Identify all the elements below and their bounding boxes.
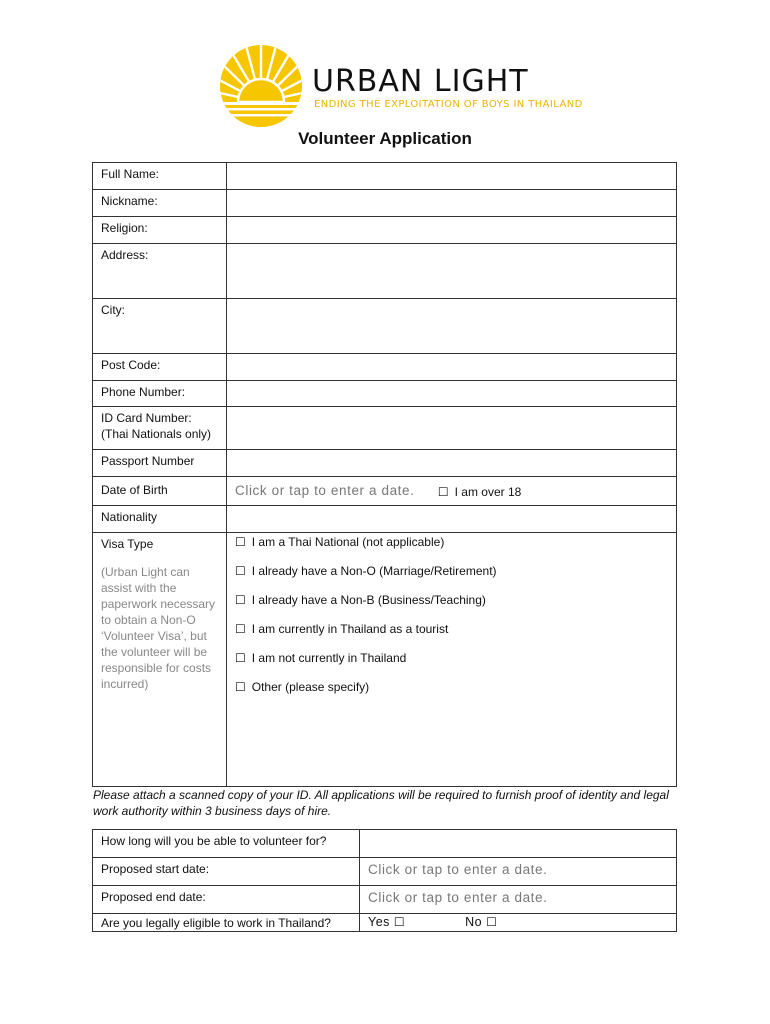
nationality-label: Nationality (101, 510, 158, 524)
checkbox-icon[interactable]: ☐ (235, 680, 246, 694)
urban-light-logo (216, 44, 583, 128)
visa-type-label: Visa Type (101, 537, 154, 551)
religion-label: Religion: (101, 221, 148, 235)
checkbox-icon[interactable]: ☐ (235, 564, 246, 578)
eligibility-options (360, 914, 676, 929)
dob-label: Date of Birth (101, 483, 168, 497)
over-18-label: I am over 18 (454, 485, 522, 499)
passport-label: Passport Number (101, 454, 195, 468)
yes-option[interactable] (368, 915, 411, 929)
checkbox-icon[interactable]: ☐ (235, 593, 246, 607)
address-label: Address: (101, 248, 149, 262)
id-card-note: (Thai Nationals only) (101, 427, 212, 441)
table-row (93, 533, 677, 787)
checkbox-icon[interactable]: ☐ (437, 485, 449, 499)
visa-option-label: Other (please specify) (251, 680, 370, 694)
religion-field[interactable] (227, 217, 677, 244)
passport-field[interactable] (227, 450, 677, 477)
yes-label: Yes (368, 915, 390, 929)
full-name-label: Full Name: (101, 167, 160, 181)
id-attachment-note: Please attach a scanned copy of your ID. All applications will be required to furnish proof of identity and legal work authority within 3 business days of hire. (93, 788, 669, 818)
table-row (93, 299, 677, 354)
phone-field[interactable] (227, 381, 677, 407)
end-date-picker[interactable]: Click or tap to enter a date. (368, 890, 548, 905)
eligible-label: Are you legally eligible to work in Thailand? (101, 916, 331, 930)
visa-note: (Urban Light can assist with the paperwork necessary to obtain a Non-O ‘Volunteer Visa’, but the volunteer will be responsible for costs incurred) (101, 565, 216, 691)
table-row (93, 354, 677, 381)
personal-details-table (92, 162, 677, 787)
checkbox-icon[interactable]: ☐ (235, 535, 246, 549)
post-code-label: Post Code: (101, 358, 161, 372)
address-field[interactable] (227, 244, 677, 299)
sun-logo-icon (216, 44, 306, 128)
table-row (93, 477, 677, 506)
table-row (93, 217, 677, 244)
nickname-label: Nickname: (101, 194, 158, 208)
logo-name: URBAN LIGHT (312, 64, 529, 99)
how-long-field[interactable] (360, 830, 677, 858)
phone-label: Phone Number: (101, 385, 186, 399)
table-row (93, 163, 677, 190)
post-code-field[interactable] (227, 354, 677, 381)
no-option[interactable] (465, 915, 503, 929)
visa-option[interactable] (235, 622, 668, 651)
table-row (93, 858, 677, 886)
end-date-label: Proposed end date: (101, 890, 206, 904)
visa-option-label: I already have a Non-O (Marriage/Retirement) (251, 564, 497, 578)
checkbox-icon[interactable]: ☐ (235, 622, 246, 636)
checkbox-icon[interactable]: ☐ (486, 915, 498, 929)
table-row (93, 407, 677, 450)
city-field[interactable] (227, 299, 677, 354)
visa-option[interactable] (235, 651, 668, 680)
visa-option-label: I am not currently in Thailand (251, 651, 407, 665)
how-long-label: How long will you be able to volunteer for? (101, 834, 327, 848)
table-row (93, 886, 677, 914)
logo-tagline: ENDING THE EXPLOITATION OF BOYS IN THAILAND (314, 99, 583, 110)
over-18-option[interactable] (438, 485, 521, 499)
visa-option-label: I already have a Non-B (Business/Teaching) (251, 593, 486, 607)
table-row (93, 506, 677, 533)
table-row (93, 830, 677, 858)
no-label: No (465, 915, 483, 929)
table-row (93, 914, 677, 932)
table-row (93, 244, 677, 299)
visa-options (227, 533, 676, 709)
visa-option-label: I am currently in Thailand as a tourist (251, 622, 449, 636)
visa-option[interactable] (235, 564, 668, 593)
page-title: Volunteer Application (298, 129, 472, 148)
city-label: City: (101, 303, 125, 317)
table-row (93, 190, 677, 217)
visa-option[interactable] (235, 535, 668, 564)
checkbox-icon[interactable]: ☐ (235, 651, 246, 665)
table-row (93, 450, 677, 477)
availability-table (92, 829, 677, 932)
id-card-field[interactable] (227, 407, 677, 450)
nickname-field[interactable] (227, 190, 677, 217)
nationality-field[interactable] (227, 506, 677, 533)
full-name-field[interactable] (227, 163, 677, 190)
visa-option[interactable] (235, 593, 668, 622)
start-date-label: Proposed start date: (101, 862, 210, 876)
start-date-picker[interactable]: Click or tap to enter a date. (368, 862, 548, 877)
id-card-label: ID Card Number: (101, 411, 192, 425)
visa-option-label: I am a Thai National (not applicable) (251, 535, 445, 549)
visa-option[interactable] (235, 680, 668, 709)
dob-date-picker[interactable]: Click or tap to enter a date. (235, 483, 415, 498)
table-row (93, 381, 677, 407)
checkbox-icon[interactable]: ☐ (393, 915, 406, 929)
